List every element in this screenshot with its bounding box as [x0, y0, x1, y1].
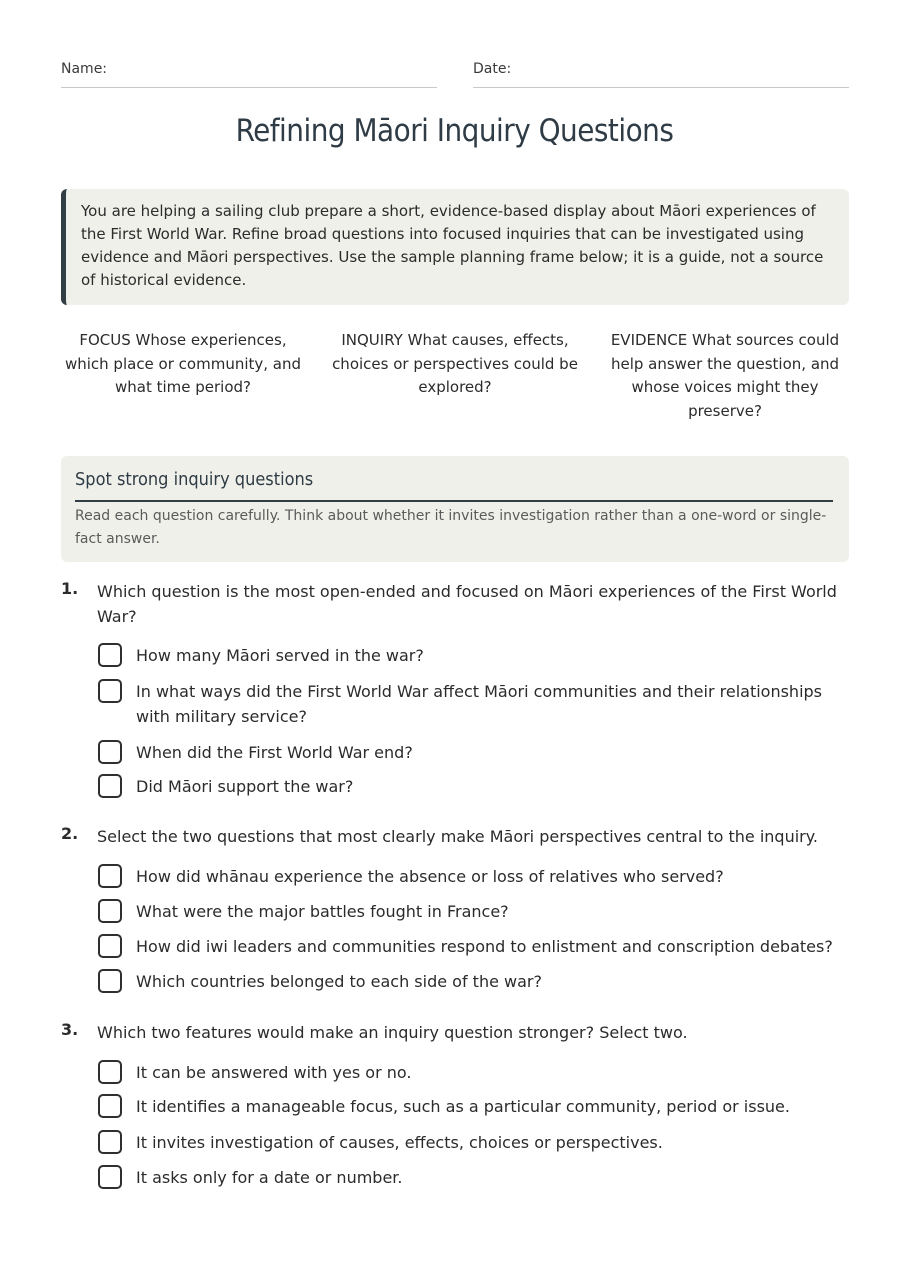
question-number: 3.	[61, 1020, 79, 1039]
intro-box	[61, 189, 849, 305]
question-number: 2.	[61, 824, 79, 843]
option-label: It can be answered with yes or no.	[136, 1063, 412, 1082]
option-label: How many Māori served in the war?	[136, 646, 424, 665]
checkbox[interactable]	[98, 899, 122, 923]
checkbox[interactable]	[98, 774, 122, 798]
question-text: Which two features would make an inquiry question stronger? Select two.	[97, 1023, 688, 1042]
question-number: 1.	[61, 579, 79, 598]
intro-text: You are helping a sailing club prepare a short, evidence-based display about Māori experiences of the First World War. Refine broad questions into focused inquiries that can be investigated using evidence and Māori perspectives. Use the sample planning frame below; it is a guide, not a source of historical evidence.	[81, 202, 824, 289]
option-label: How did iwi leaders and communities respond to enlistment and conscription debates?	[136, 937, 833, 956]
option-label: It identifies a manageable focus, such as a particular community, period or issue.	[136, 1097, 790, 1116]
date-field[interactable]	[473, 61, 849, 88]
name-label: Name:	[61, 61, 108, 77]
checkbox[interactable]	[98, 643, 122, 667]
checkbox[interactable]	[98, 1094, 122, 1118]
checkbox[interactable]	[98, 934, 122, 958]
option-label: It invites investigation of causes, effects, choices or perspectives.	[136, 1133, 663, 1152]
name-field[interactable]	[61, 61, 437, 88]
question-text: Select the two questions that most clearly make Māori perspectives central to the inquiry.	[97, 827, 819, 846]
option-label: When did the First World War end?	[136, 743, 413, 762]
checkbox[interactable]	[98, 864, 122, 888]
spot-section	[61, 456, 849, 562]
checkbox[interactable]	[98, 1165, 122, 1189]
frame-focus: FOCUS Whose experiences, which place or community, and what time period?	[64, 331, 302, 396]
checkbox[interactable]	[98, 969, 122, 993]
page-title: Refining Māori Inquiry Questions	[235, 113, 674, 149]
option-label: What were the major battles fought in France?	[136, 902, 509, 921]
section-heading: Spot strong inquiry questions	[75, 469, 833, 502]
frame-evidence: EVIDENCE What sources could help answer the question, and whose voices might they preserve?	[610, 331, 840, 420]
question-text: Which question is the most open-ended and focused on Māori experiences of the First World War?	[97, 582, 837, 626]
frame-inquiry: INQUIRY What causes, effects, choices or perspectives could be explored?	[332, 331, 578, 396]
checkbox[interactable]	[98, 1060, 122, 1084]
date-label: Date:	[473, 61, 512, 77]
option-label: In what ways did the First World War affect Māori communities and their relationships with military service?	[136, 682, 823, 726]
option-label: It asks only for a date or number.	[136, 1168, 403, 1187]
option-label: How did whānau experience the absence or loss of relatives who served?	[136, 867, 724, 886]
section-instructions: Read each question carefully. Think about whether it invites investigation rather than a one-word or single-fact answer.	[75, 508, 827, 547]
checkbox[interactable]	[98, 679, 122, 703]
checkbox[interactable]	[98, 1130, 122, 1154]
option-label: Did Māori support the war?	[136, 777, 354, 796]
option-label: Which countries belonged to each side of the war?	[136, 972, 542, 991]
checkbox[interactable]	[98, 740, 122, 764]
